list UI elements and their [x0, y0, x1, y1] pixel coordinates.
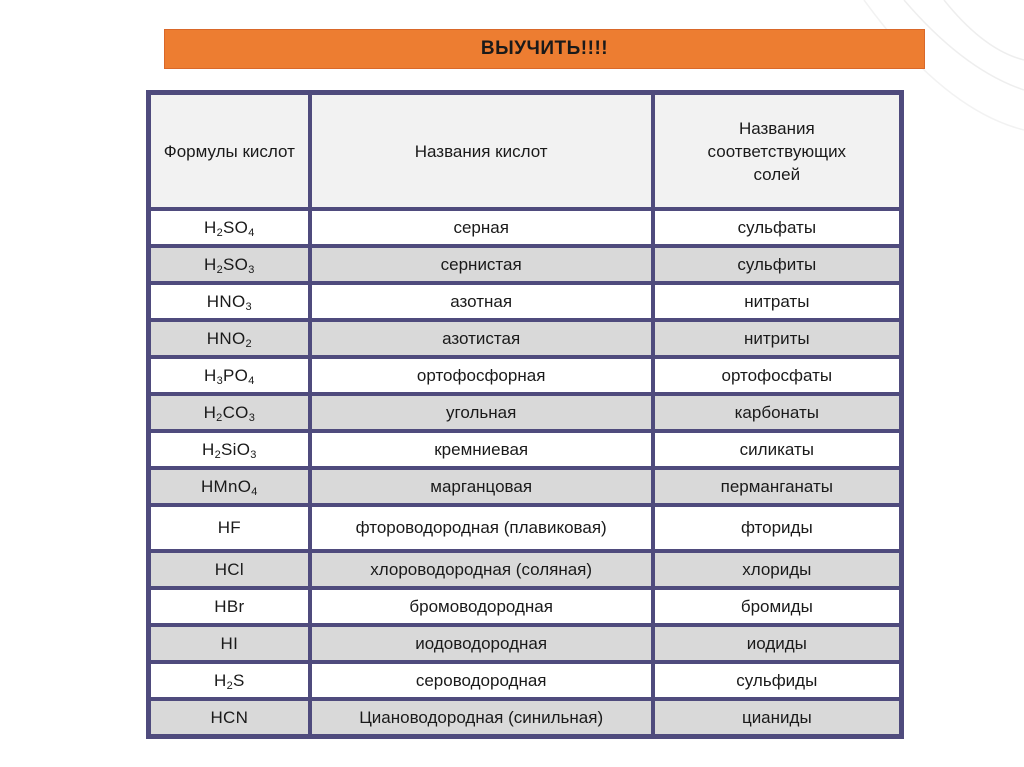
cell-acid-name: азотистая — [310, 320, 653, 357]
formula-subscript: 3 — [216, 374, 224, 387]
cell-salt-name: цианиды — [653, 699, 901, 736]
cell-formula — [149, 320, 310, 357]
formula-subscript: 3 — [245, 300, 252, 313]
cell-salt-name: сульфиты — [653, 246, 901, 283]
cell-acid-name: ортофосфорная — [310, 357, 653, 394]
cell-salt-name: нитраты — [653, 283, 901, 320]
cell-salt-name: фториды — [653, 505, 901, 551]
header-acid-name-label: Названия кислот — [414, 141, 548, 161]
formula-part: SiO — [221, 439, 251, 459]
cell-salt-name: бромиды — [653, 588, 901, 625]
table-row — [149, 394, 901, 431]
cell-salt-name: хлориды — [653, 551, 901, 588]
table-row — [149, 283, 901, 320]
table-row — [149, 468, 901, 505]
cell-formula — [149, 588, 310, 625]
cell-salt-name: карбонаты — [653, 394, 901, 431]
cell-salt-name: сульфаты — [653, 209, 901, 246]
table-body — [149, 209, 901, 736]
cell-formula — [149, 209, 310, 246]
formula-part: HF — [217, 518, 241, 537]
formula-part: SO — [223, 254, 249, 274]
formula-part: H — [204, 217, 217, 237]
cell-acid-name: хлороводородная (соляная) — [310, 551, 653, 588]
cell-formula — [149, 505, 310, 551]
formula-part: S — [233, 670, 245, 690]
formula-subscript: 2 — [216, 411, 223, 424]
formula-subscript: 3 — [248, 411, 256, 424]
formula-subscript: 3 — [248, 263, 255, 276]
formula-part: HBr — [214, 596, 245, 616]
formula-subscript: 3 — [250, 448, 257, 461]
formula-part: CO — [222, 402, 249, 422]
table-row — [149, 320, 901, 357]
formula-part: HI — [220, 633, 239, 653]
formula-part: H — [204, 365, 217, 385]
formula-part: HMnO — [200, 476, 252, 496]
cell-formula — [149, 625, 310, 662]
table-row — [149, 551, 901, 588]
table-row — [149, 505, 901, 551]
header-formula — [149, 93, 310, 209]
formula-subscript: 2 — [245, 337, 252, 350]
cell-salt-name: перманганаты — [653, 468, 901, 505]
table-row — [149, 357, 901, 394]
formula-part: SO — [223, 217, 249, 237]
formula-subscript: 4 — [251, 485, 258, 498]
formula-part: H — [203, 402, 217, 422]
cell-acid-name: фтороводородная (плавиковая) — [310, 505, 653, 551]
cell-acid-name: сернистая — [310, 246, 653, 283]
cell-formula — [149, 431, 310, 468]
cell-salt-name: силикаты — [653, 431, 901, 468]
formula-subscript: 2 — [216, 263, 224, 276]
cell-salt-name: ортофосфаты — [653, 357, 901, 394]
cell-acid-name: азотная — [310, 283, 653, 320]
cell-formula — [149, 699, 310, 736]
cell-acid-name: бромоводородная — [310, 588, 653, 625]
cell-formula — [149, 246, 310, 283]
formula-part: HCl — [214, 559, 244, 579]
table-header-row — [149, 93, 901, 209]
table-row — [149, 209, 901, 246]
cell-acid-name: серная — [310, 209, 653, 246]
cell-acid-name: марганцовая — [310, 468, 653, 505]
formula-part: HNO — [206, 328, 246, 348]
title-banner — [164, 29, 925, 69]
formula-subscript: 4 — [248, 226, 255, 239]
formula-subscript: 2 — [226, 679, 234, 692]
cell-acid-name: сероводородная — [310, 662, 653, 699]
cell-salt-name: нитриты — [653, 320, 901, 357]
table-row — [149, 625, 901, 662]
table-row — [149, 662, 901, 699]
cell-acid-name: угольная — [310, 394, 653, 431]
cell-formula — [149, 662, 310, 699]
table-row — [149, 699, 901, 736]
table-row — [149, 246, 901, 283]
cell-formula — [149, 283, 310, 320]
cell-acid-name: иодоводородная — [310, 625, 653, 662]
banner-title: ВЫУЧИТЬ!!!! — [480, 38, 609, 59]
formula-subscript: 2 — [216, 226, 224, 239]
formula-part: HNO — [206, 291, 246, 311]
header-salt-name — [653, 93, 901, 209]
cell-salt-name: сульфиды — [653, 662, 901, 699]
formula-part: H — [204, 254, 217, 274]
table-row — [149, 588, 901, 625]
acids-table — [146, 90, 904, 739]
formula-part: H — [202, 439, 215, 459]
cell-formula — [149, 357, 310, 394]
header-salt-name-label: Названия соответствующих солей — [707, 118, 847, 184]
cell-formula — [149, 468, 310, 505]
table-row — [149, 431, 901, 468]
formula-part: H — [214, 670, 227, 690]
header-formula-label: Формулы кислот — [163, 141, 295, 161]
formula-subscript: 4 — [248, 374, 255, 387]
cell-acid-name: кремниевая — [310, 431, 653, 468]
cell-salt-name: иодиды — [653, 625, 901, 662]
header-acid-name — [310, 93, 653, 209]
formula-subscript: 2 — [214, 448, 222, 461]
formula-part: PO — [223, 365, 249, 385]
cell-acid-name: Циановодородная (синильная) — [310, 699, 653, 736]
cell-formula — [149, 394, 310, 431]
cell-formula — [149, 551, 310, 588]
formula-part: HCN — [210, 707, 249, 727]
